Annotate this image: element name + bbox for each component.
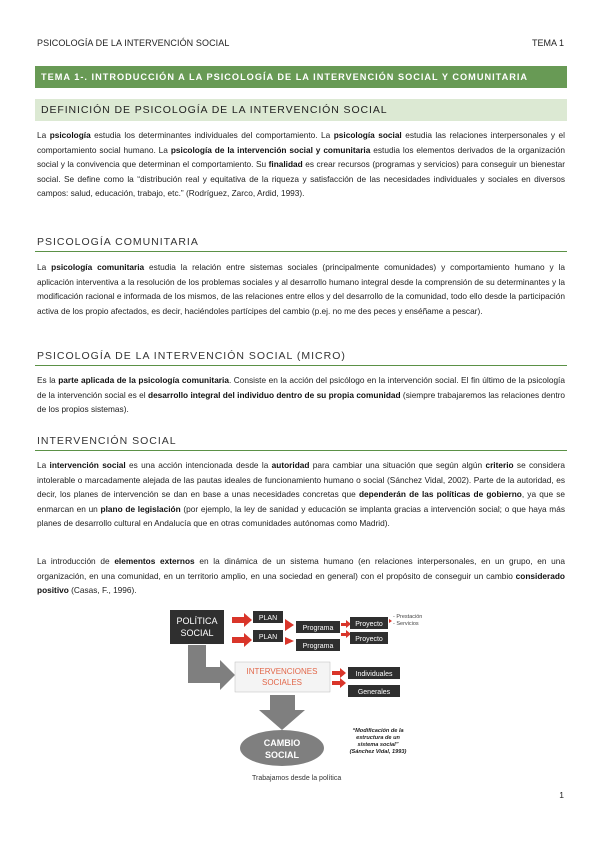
arrow-proyecto-2 [341,630,351,638]
plan-label-1: PLAN [258,615,278,622]
arrow-politica-intervenciones [188,645,235,690]
page-number: 1 [559,790,564,800]
individuales-label: Individuales [355,671,393,678]
arrow-to-plan-2 [232,633,252,647]
paragraph-micro: Es la parte aplicada de la psicología comunitaria. Consiste en la acción del psicólogo en la intervención social. El fin último de la psicología de la intervención social es el desarrollo integral del individuo dentro de su propia comunidad (siempre trabajaremos las relaciones dentro de los propios sistemas). [37,375,566,414]
section-title-definicion: DEFINICIÓN DE PSICOLOGÍA DE LA INTERVENCIÓN SOCIAL [35,99,567,121]
section-title-micro: PSICOLOGÍA DE LA INTERVENCIÓN SOCIAL (MICRO) [35,348,567,366]
prestacion-label: - Prestación [393,614,423,620]
paragraph-comunitaria: La psicología comunitaria estudia la relación entre sistemas sociales (principalmente comunidades) y comportamiento humano y la aplicación interventiva a la resolución de los problemas sociales y al desarrollo humano integral desde la comprensión de su determinantes y la modificación racional e informada de los mismos, de las relaciones entre ellos y del desarrollo de la comunidad, todo ello desde la participación activa de los propio afectados, es decir, haciéndoles partícipes del cambio (p.ej. no me des peces y enséñame a pescar). [37,262,565,316]
programa-label-1: Programa [302,625,334,632]
cambio-line1: CAMBIO [263,738,301,748]
quote-line4: (Sánchez Vidal, 1993) [349,749,407,755]
paragraph-intervencion-1: La intervención social es una acción intencionada desde la autoridad para cambiar una situación que según algún criterio se considera intolerable o marcadamente alejada de las pautas ideales de funcionamiento humano o social (Sánchez Vidal, 2002). Parte de la autoridad, es decir, los planes de intervención se dan en base a unas necesidades concretas que dependerán de las políticas de gobierno, ya que se enmarcan en un plano de legislación (por ejemplo, la ley de sanidad y educación se implanta gracias a intervención social; o que haya más planes de desarrollo cultural en Andalucía que en otras comunidades autónomas como Madrid). [37,460,566,528]
arrow-individuales [332,668,346,678]
cambio-social-ellipse [240,730,324,766]
servicios-label: - Servicios [393,621,419,627]
arrow-down-cambio [259,695,305,730]
arrow-plan-programa-1 [285,619,294,631]
arrow-generales [332,678,346,688]
arrow-to-plan-1 [232,613,252,627]
quote-line3: sistema social” [357,742,399,748]
proyecto-label-1: Proyecto [355,621,383,628]
section-title-intervencion: INTERVENCIÓN SOCIAL [35,433,567,451]
programa-label-2: Programa [302,643,334,650]
arrow-prestacion [389,619,392,623]
proyecto-label-2: Proyecto [355,636,383,643]
intervention-diagram [160,605,440,780]
paragraph-intervencion-2: La introducción de elementos externos en la dinámica de un sistema humano (en relaciones interpersonales, en un grupo, en una organización, en una comunidad, en un territorio amplio, en una sociedad en general) con el propósito de conseguir un cambio considerado positivo (Casas, F., 1996). [37,556,565,595]
generales-label: Generales [357,689,391,696]
politica-line1: POLÍTICA [176,616,218,626]
arrow-plan-programa-2 [285,637,294,645]
diagram-caption: Trabajamos desde la política [252,775,342,782]
plan-label-2: PLAN [258,634,278,641]
main-title: TEMA 1-. INTRODUCCIÓN A LA PSICOLOGÍA DE LA INTERVENCIÓN SOCIAL Y COMUNITARIA [35,66,567,88]
arrow-proyecto-1 [341,620,351,628]
paragraph-definicion: La psicología estudia los determinantes individuales del comportamiento. La psicología social estudia las relaciones interpersonales y el comportamiento social humano. La psicología de la intervención social y comunitaria estudia los elementos derivados de la organización social y la convivencia que determinan el comportamiento. Su finalidad es crear recursos (programas y servicios) para conseguir un bienestar social. Se define como la “distribución real y equitativa de la riqueza y satisfacción de las necesidades individuales y sociales en diversos campos: salud, educación, trabajo, etc.” (Rodríguez, Zarco, Ardid, 1993). [37,130,565,198]
section-title-comunitaria: PSICOLOGÍA COMUNITARIA [35,234,567,252]
header-topic: TEMA 1 [531,38,564,48]
politica-line2: SOCIAL [180,628,214,638]
quote-line1: “Modificación de la [352,728,404,734]
header-subject: PSICOLOGÍA DE LA INTERVENCIÓN SOCIAL [37,38,230,48]
quote-line2: estructura de un [356,735,400,741]
cambio-line2: SOCIAL [264,750,300,760]
intervenciones-line1: INTERVENCIONES [246,667,318,676]
intervenciones-line2: SOCIALES [261,678,303,687]
